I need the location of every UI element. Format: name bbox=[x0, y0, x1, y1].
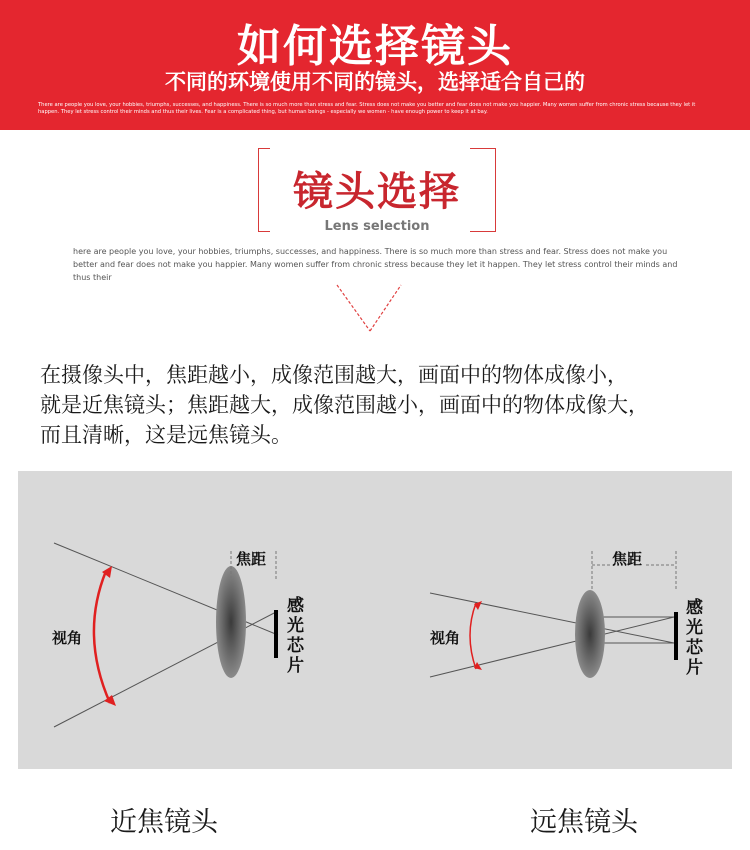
chevron-down-icon bbox=[335, 283, 415, 335]
banner-fine-print: There are people you love, your hobbies, triumphs, successes, and happiness. There is so much more than stress and fear. Stress does not make you better and fear does not make you happier. Many women suffer from chronic stress because they let it happen. They let stress control their minds and thus their lives. Fear is a complicated thing, but human beings - especially we women - have enough power to keep it at bay. bbox=[38, 102, 696, 115]
banner-title: 如何选择镜头 bbox=[237, 21, 513, 72]
intro-line: 在摄像头中，焦距越小，成像范围越大，画面中的物体成像小， bbox=[40, 363, 628, 387]
far-sensor-label: 片 bbox=[686, 658, 703, 678]
far-focal-label: 焦距 bbox=[612, 550, 643, 568]
near-lens-shape bbox=[216, 566, 246, 678]
intro-paragraph bbox=[40, 360, 730, 450]
near-sensor-label: 光 bbox=[287, 616, 304, 636]
far-angle-label: 视角 bbox=[430, 629, 461, 647]
header-banner bbox=[0, 0, 750, 130]
section-small-text: here are people you love, your hobbies, triumphs, successes, and happiness. There is so much more than stress and fear. Stress does not make you better and fear does not make you happier. Many women suffer from chronic stress because they let it happen. They let stress control their minds and thus their bbox=[73, 247, 678, 282]
far-sensor-label: 芯 bbox=[686, 638, 703, 658]
far-sensor-label: 光 bbox=[686, 618, 703, 638]
caption-near: 近焦镜头 bbox=[110, 807, 218, 838]
far-angle-arc bbox=[470, 603, 476, 669]
caption-far: 远焦镜头 bbox=[530, 807, 638, 838]
far-lens-shape bbox=[575, 590, 605, 678]
near-sensor-label: 感 bbox=[287, 596, 304, 616]
near-sensor-label: 芯 bbox=[287, 636, 304, 656]
diagram-panel bbox=[18, 471, 732, 769]
intro-line: 而且清晰，这是远焦镜头。 bbox=[40, 423, 292, 447]
near-angle-arc bbox=[94, 571, 110, 703]
far-lens-diagram bbox=[429, 550, 704, 678]
section-subtitle: Lens selection bbox=[324, 219, 430, 234]
intro-line: 就是近焦镜头；焦距越大，成像范围越小，画面中的物体成像大， bbox=[40, 393, 649, 417]
section-title: 镜头选择 bbox=[293, 169, 461, 215]
banner-subtitle: 不同的环境使用不同的镜头，选择适合自己的 bbox=[165, 70, 585, 94]
lens-diagram bbox=[18, 471, 732, 769]
near-focal-label: 焦距 bbox=[236, 550, 267, 568]
near-sensor-label: 片 bbox=[287, 656, 304, 676]
far-sensor-label: 感 bbox=[686, 598, 703, 618]
near-lens-diagram bbox=[51, 543, 305, 727]
near-angle-label: 视角 bbox=[52, 629, 83, 647]
